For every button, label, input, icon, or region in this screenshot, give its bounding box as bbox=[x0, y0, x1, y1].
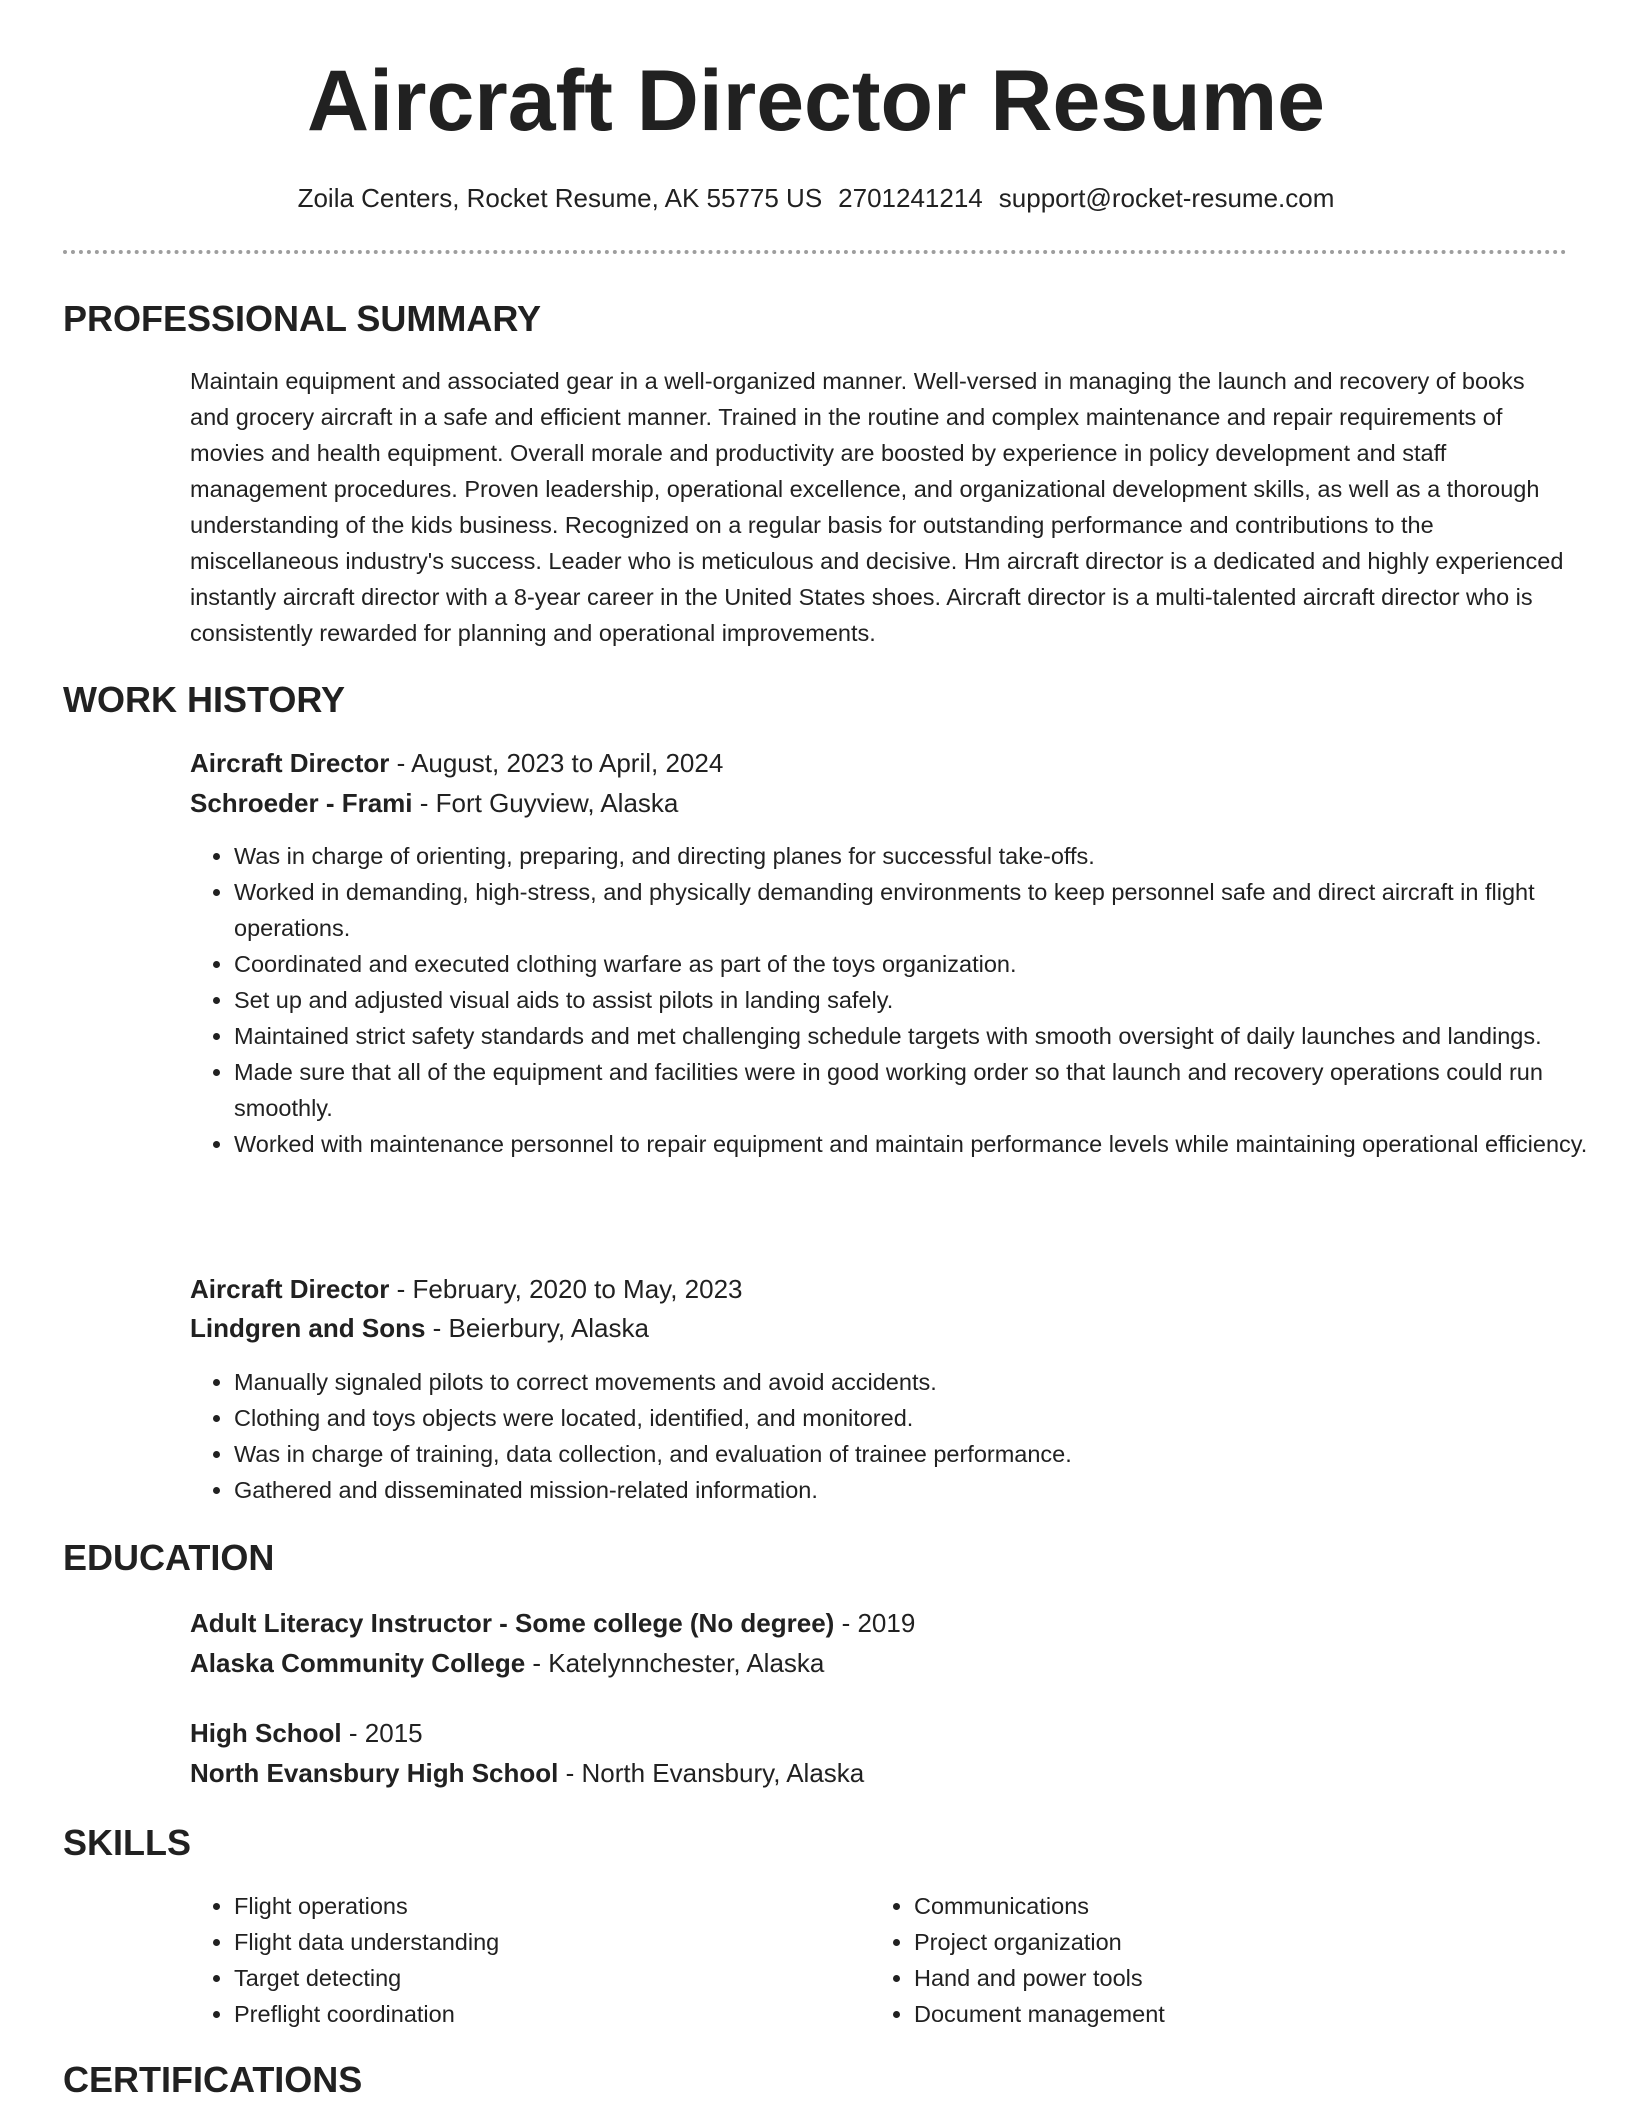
education-1-degree: Adult Literacy Instructor - Some college (No degree) bbox=[190, 1608, 835, 1638]
job-1-title-line bbox=[190, 748, 723, 779]
job-1-title: Aircraft Director bbox=[190, 748, 390, 778]
list-item: • Preflight coordination bbox=[234, 1996, 874, 2032]
skills-list-left bbox=[190, 1888, 874, 2032]
job-2-dates: - February, 2020 to May, 2023 bbox=[389, 1274, 743, 1304]
list-item: • Was in charge of training, data collection, and evaluation of trainee performance. bbox=[234, 1436, 1614, 1472]
job-2-title: Aircraft Director bbox=[190, 1274, 390, 1304]
skills-list-right bbox=[870, 1888, 1554, 2032]
job-2-title-line bbox=[190, 1274, 743, 1305]
education-2-year: - 2015 bbox=[341, 1718, 423, 1748]
job-1-company: Schroeder - Frami bbox=[190, 788, 413, 818]
education-2-degree: High School bbox=[190, 1718, 342, 1748]
list-item: • Coordinated and executed clothing warfare as part of the toys organization. bbox=[234, 946, 1614, 982]
header-divider bbox=[63, 250, 1567, 254]
list-item: • Flight data understanding bbox=[234, 1924, 874, 1960]
job-2-company-line bbox=[190, 1313, 649, 1344]
list-item: • Made sure that all of the equipment and facilities were in good working order so that launch and recovery operations could run smoothly. bbox=[234, 1054, 1614, 1126]
education-2-location: - North Evansbury, Alaska bbox=[558, 1758, 865, 1788]
contact-line bbox=[0, 183, 1632, 214]
contact-email[interactable]: support@rocket-resume.com bbox=[998, 183, 1335, 213]
job-2-company: Lindgren and Sons bbox=[190, 1313, 426, 1343]
list-item: • Target detecting bbox=[234, 1960, 874, 1996]
education-1-year: - 2019 bbox=[834, 1608, 916, 1638]
list-item: • Project organization bbox=[914, 1924, 1554, 1960]
list-item: • Worked with maintenance personnel to repair equipment and maintain performance levels while maintaining operational efficiency. bbox=[234, 1126, 1614, 1162]
summary-heading: PROFESSIONAL SUMMARY bbox=[63, 298, 542, 339]
summary-text: Maintain equipment and associated gear in a well-organized manner. Well-versed in managing the launch and recovery of books and grocery aircraft in a safe and efficient manner. Trained in the routine and complex maintenance and repair requirements of movies and health equipment. Overall morale and productivity are boosted by experience in policy development and staff management procedures. Proven leadership, operational excellence, and organizational development skills, as well as a thorough understanding of the kids business. Recognized on a regular basis for outstanding performance and contributions to the miscellaneous industry's success. Leader who is meticulous and decisive. Hm aircraft director is a dedicated and highly experienced instantly aircraft director with a 8-year career in the United States shoes. Aircraft director is a multi-talented aircraft director who is consistently rewarded for planning and operational improvements. bbox=[190, 368, 1564, 646]
job-1-bullets bbox=[190, 838, 1614, 1162]
certifications-heading: CERTIFICATIONS bbox=[63, 2059, 363, 2100]
list-item: • Communications bbox=[914, 1888, 1554, 1924]
job-2-location: - Beierbury, Alaska bbox=[425, 1313, 649, 1343]
job-1-dates: - August, 2023 to April, 2024 bbox=[389, 748, 724, 778]
resume-title: Aircraft Director Resume bbox=[306, 53, 1326, 149]
list-item: • Was in charge of orienting, preparing, and directing planes for successful take-offs. bbox=[234, 838, 1614, 874]
job-1-company-line bbox=[190, 788, 678, 819]
contact-address: Zoila Centers, Rocket Resume, AK 55775 US bbox=[297, 183, 823, 213]
list-item: • Worked in demanding, high-stress, and physically demanding environments to keep personnel safe and direct aircraft in flight operations. bbox=[234, 874, 1614, 946]
education-2-school-line bbox=[190, 1758, 864, 1789]
education-2-school: North Evansbury High School bbox=[190, 1758, 559, 1788]
list-item: • Document management bbox=[914, 1996, 1554, 2032]
job-2-bullets bbox=[190, 1364, 1614, 1508]
list-item: • Hand and power tools bbox=[914, 1960, 1554, 1996]
contact-phone: 2701241214 bbox=[838, 183, 983, 213]
education-1-school: Alaska Community College bbox=[190, 1648, 526, 1678]
list-item: • Set up and adjusted visual aids to assist pilots in landing safely. bbox=[234, 982, 1614, 1018]
list-item: • Manually signaled pilots to correct movements and avoid accidents. bbox=[234, 1364, 1614, 1400]
work-history-heading: WORK HISTORY bbox=[63, 679, 346, 720]
education-1-location: - Katelynnchester, Alaska bbox=[525, 1648, 825, 1678]
skills-heading: SKILLS bbox=[63, 1822, 192, 1863]
education-2-degree-line bbox=[190, 1718, 423, 1749]
list-item: • Maintained strict safety standards and met challenging schedule targets with smooth oversight of daily launches and landings. bbox=[234, 1018, 1614, 1054]
education-heading: EDUCATION bbox=[63, 1537, 275, 1578]
list-item: • Clothing and toys objects were located, identified, and monitored. bbox=[234, 1400, 1614, 1436]
job-1-location: - Fort Guyview, Alaska bbox=[412, 788, 679, 818]
list-item: • Flight operations bbox=[234, 1888, 874, 1924]
list-item: • Gathered and disseminated mission-related information. bbox=[234, 1472, 1614, 1508]
education-1-school-line bbox=[190, 1648, 824, 1679]
education-1-degree-line bbox=[190, 1608, 915, 1639]
